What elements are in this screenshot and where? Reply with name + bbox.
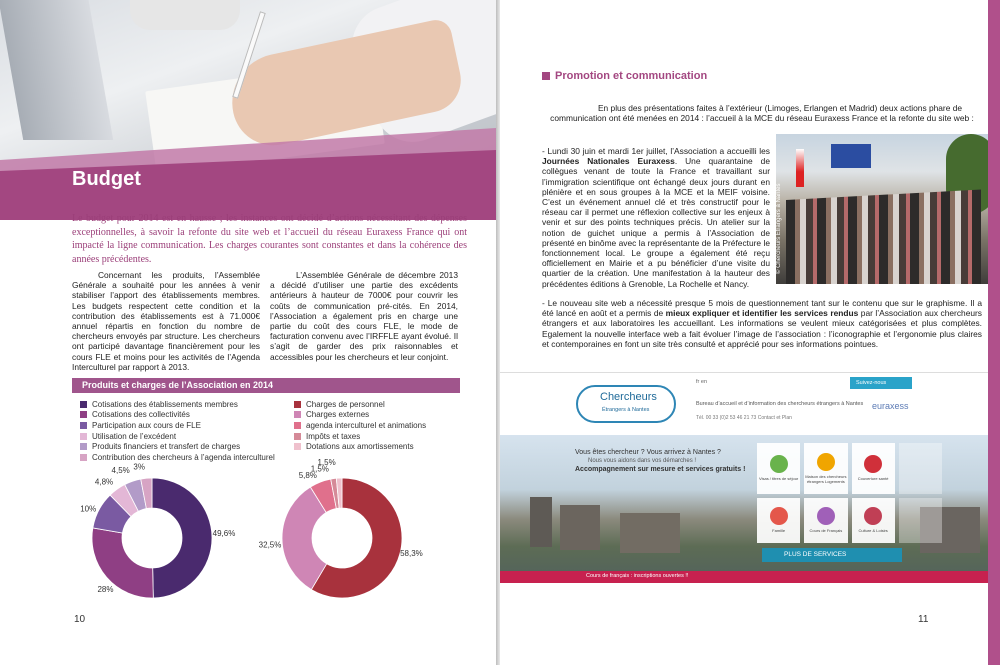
legend-label: Produits financiers et transfert de charges bbox=[92, 442, 241, 452]
donut-chart-charges bbox=[258, 458, 480, 620]
slice-label: 1,5% bbox=[317, 458, 336, 468]
service-tile-label: Famille bbox=[772, 528, 786, 534]
slice-label: 58,3% bbox=[400, 549, 423, 559]
banner-tagline: Accompagnement sur mesure et services gratuits ! bbox=[575, 466, 746, 473]
page-number: 11 bbox=[918, 614, 929, 625]
service-tile-label: Maison des chercheurs étrangers Logements bbox=[805, 473, 847, 484]
website-screenshot bbox=[500, 372, 988, 584]
legend-item bbox=[294, 399, 474, 410]
intro-text: Le budget pour 2014 est en hausse ; les instances ont décidé d’actions nécessitant des dépenses exceptionnelles, à savoir la refonte du site web et l’accueil du réseau Euraxess France qui ont impacté la ligne communication. Les charges courantes sont constantes et dans la cohérence des années précédentes. bbox=[72, 213, 467, 265]
slice-label: 4,5% bbox=[111, 465, 130, 475]
service-icon bbox=[770, 507, 788, 525]
donut-slice bbox=[152, 478, 212, 598]
legend-swatch bbox=[80, 401, 87, 408]
legend-swatch bbox=[294, 401, 301, 408]
slice-label: 28% bbox=[97, 585, 114, 595]
group-photo bbox=[776, 134, 988, 284]
legend-item bbox=[80, 410, 290, 421]
legend-swatch bbox=[80, 411, 87, 418]
right-page bbox=[500, 0, 988, 665]
slice-label: 5,8% bbox=[298, 470, 317, 480]
follow-button: Suivez-nous bbox=[850, 377, 912, 389]
legend-label: Dotations aux amortissements bbox=[306, 442, 414, 452]
service-icon bbox=[864, 455, 882, 473]
banner-headline: Vous êtes chercheur ? Vous arrivez à Nantes ? bbox=[575, 449, 721, 456]
legend-swatch bbox=[80, 443, 87, 450]
slice-label: 3% bbox=[133, 462, 145, 472]
euraxess-logo: euraxess bbox=[872, 401, 909, 411]
service-tile bbox=[852, 443, 895, 494]
photo-credit: © Chercheurs Étrangers à Nantes bbox=[776, 183, 782, 274]
website-paragraph: - Le nouveau site web a nécessité presque 5 mois de questionnement tant sur le contenu que sur le graphisme. Il a été lancé en août et a permis de mieux expliquer et identifier les services rendus par l’Association aux chercheurs étrangers et aux laboratoires les accueillant. Les informations se veulent mieux catégorisées et plus complètes. Egalement la nouvelle interface web a fait évoluer l’image de l’association : l’iconographie et l’ergonomie plus claires et contemporaines en font un site très consulté et apprécié pour ses informations pointues. bbox=[542, 298, 982, 349]
site-contact: Tél. 00 33 (0)2 53 46 21 73 Contact et Plan bbox=[696, 415, 792, 421]
service-tile-label: Cours de Français bbox=[809, 528, 843, 534]
chart-header: Produits et charges de l’Association en 2014 bbox=[72, 378, 460, 393]
site-banner bbox=[500, 435, 988, 571]
service-tile bbox=[804, 443, 847, 494]
service-tile-label: Culture & Loisirs bbox=[858, 528, 888, 534]
site-alert-bar: Cours de français : inscriptions ouvertes !! bbox=[500, 571, 988, 583]
service-tile bbox=[899, 443, 942, 494]
legend-item bbox=[294, 431, 474, 442]
legend-label: Contribution des chercheurs à l’agenda interculturel bbox=[92, 452, 275, 462]
legend-charges bbox=[294, 399, 474, 452]
site-logo: Chercheurs Étrangers à Nantes bbox=[576, 385, 676, 423]
service-tile-label: Visas / titres de séjour bbox=[758, 476, 799, 482]
legend-item bbox=[80, 420, 290, 431]
service-icon bbox=[864, 507, 882, 525]
slice-label: 49,6% bbox=[212, 529, 236, 539]
legend-item bbox=[80, 441, 290, 452]
legend-swatch bbox=[294, 411, 301, 418]
legend-item bbox=[294, 410, 474, 421]
legend-label: Utilisation de l’excédent bbox=[92, 431, 177, 441]
legend-products bbox=[80, 399, 290, 463]
legend-label: Participation aux cours de FLE bbox=[92, 420, 201, 430]
legend-swatch bbox=[80, 422, 87, 429]
legend-swatch bbox=[294, 433, 301, 440]
service-tile bbox=[852, 498, 895, 544]
slice-label: 32,5% bbox=[258, 540, 282, 550]
more-services-button: PLUS DE SERVICES bbox=[762, 548, 902, 562]
legend-label: Impôts et taxes bbox=[306, 431, 361, 441]
section-title-text: Promotion et communication bbox=[555, 70, 708, 82]
slice-label: 4,8% bbox=[94, 477, 114, 487]
page-number: 10 bbox=[74, 614, 86, 625]
service-tile bbox=[757, 443, 800, 494]
legend-item bbox=[80, 431, 290, 442]
body-column-left: Concernant les produits, l’Assemblée Générale a souhaité pour les années à venir stabiliser l’apport des établissements membres. Les budgets respectent cette condition et la contribution des établissements est à 71.000€ annuel répartis en fonction du nombre de chercheurs envoyés par structure. Les chercheurs ont participé davantage financièrement pour les cours FLE et moins pour les activités de l’Agenda Interculturel par rapport à 2013. bbox=[72, 270, 260, 372]
legend-label: Charges de personnel bbox=[306, 399, 385, 409]
legend-item bbox=[80, 399, 290, 410]
slice-label: 10% bbox=[80, 504, 97, 514]
legend-item bbox=[294, 420, 474, 431]
promotion-intro: En plus des présentations faites à l’extérieur (Limoges, Erlangen et Madrid) deux actions phare de communication ont été menées en 2014 : l’accueil à la MCE du réseau Euraxess France et la refonte du site web : bbox=[550, 103, 974, 124]
legend-swatch bbox=[294, 443, 301, 450]
body-column-right: L’Assemblée Générale de décembre 2013 a décidé d’utiliser une partie des excédents antérieurs à hauteur de 7000€ pour couvrir les coûts de communication pré-cités. En 2014, l’Association a également pris en charge une partie du coût des cours FLE, le mode de facturation convenu avec l’IRFFLE ayant évolué. Il s’agit de garder des prix raisonnables et accessibles pour les chercheurs et leur conjoint. bbox=[270, 270, 458, 362]
service-tile bbox=[804, 498, 847, 544]
euraxess-paragraph: - Lundi 30 juin et mardi 1er juillet, l’Association a accueilli les Journées Nationales Euraxess. Une quarantaine de collègues venant de toute la France et travaillant sur l’immigration scientifique ont échangé deux jours durant en plénière et en sous groupes à la MCE et la MEIF voisine. C’est un événement annuel clé et très constructif pour le réseau car il permet une réflexion collective sur les enjeux à venir et sur des points techniques précis. Un atelier sur la notion de guichet unique a permis à l’Association de présenté en binôme avec la représentante de la Préfecture le fonctionnement local. Le groupe a également été reçu officiellement en Mairie et a pu bénéficier d’une visite du quartier de la création. Une manifestation à la hauteur des précédentes éditions à Grenoble, La Rochelle et Nancy. bbox=[542, 146, 770, 289]
service-tiles bbox=[757, 443, 942, 543]
service-icon bbox=[817, 453, 835, 471]
legend-label: Cotisations des collectivités bbox=[92, 410, 190, 420]
legend-item bbox=[80, 452, 290, 463]
legend-label: Charges externes bbox=[306, 410, 370, 420]
legend-swatch bbox=[80, 454, 87, 461]
language-switch: fr en bbox=[696, 379, 708, 385]
service-tile bbox=[899, 498, 942, 544]
legend-swatch bbox=[294, 422, 301, 429]
legend-swatch bbox=[80, 433, 87, 440]
service-tile bbox=[757, 498, 800, 544]
section-title: Budget bbox=[72, 168, 141, 190]
legend-label: agenda interculturel et animations bbox=[306, 420, 427, 430]
legend-item bbox=[294, 441, 474, 452]
service-icon bbox=[770, 455, 788, 473]
service-icon bbox=[817, 507, 835, 525]
left-page bbox=[0, 0, 496, 665]
banner-subline: Nous vous aidons dans vos démarches ! bbox=[588, 458, 697, 464]
section-title-promotion bbox=[542, 70, 707, 82]
legend-label: Cotisations des établissements membres bbox=[92, 399, 238, 409]
slice-label: 1,5% bbox=[310, 464, 329, 474]
edge-tab bbox=[988, 0, 1000, 665]
service-tile-label: Couverture santé bbox=[857, 476, 889, 482]
site-tagline: Bureau d’accueil et d’information des chercheurs étrangers à Nantes bbox=[696, 401, 864, 407]
square-bullet-icon bbox=[542, 72, 550, 80]
